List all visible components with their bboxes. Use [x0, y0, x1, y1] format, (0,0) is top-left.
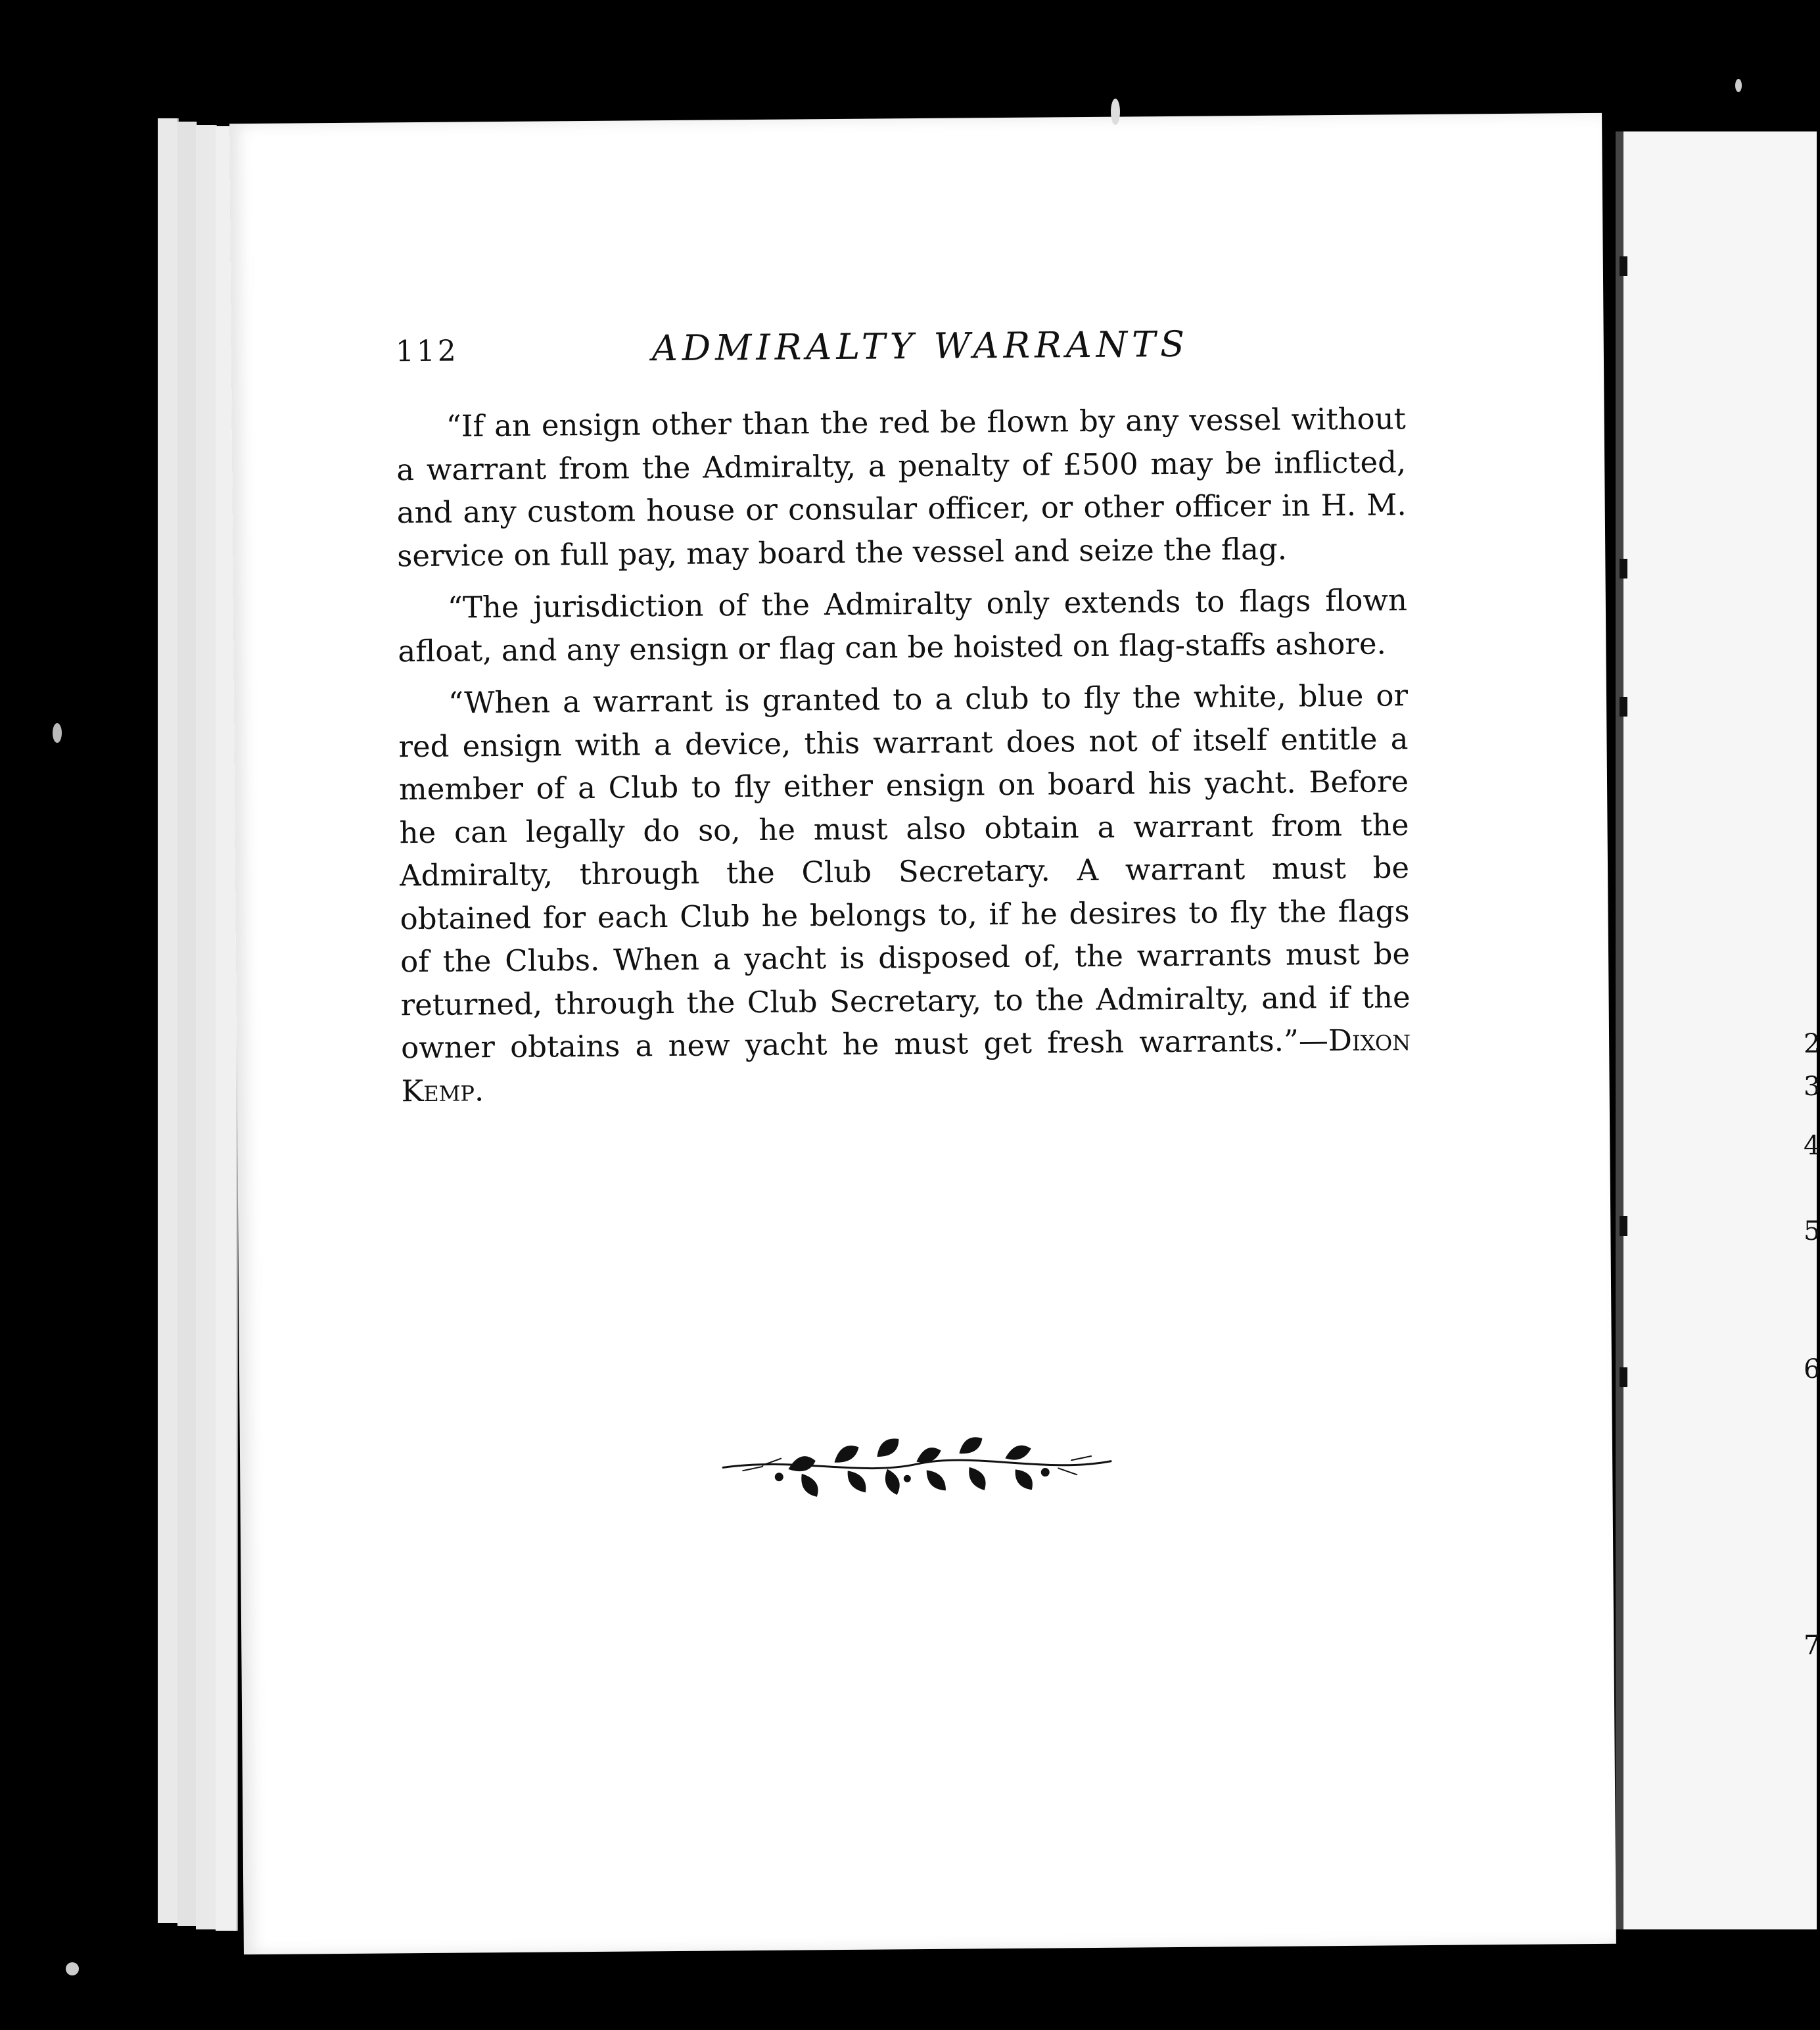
dust-speck: [1735, 79, 1742, 92]
margin-mark: [1620, 697, 1627, 717]
running-head: ADMIRALTY WARRANTS: [651, 323, 1190, 369]
margin-mark: [1620, 1216, 1627, 1236]
facing-page-digit: 7: [1804, 1630, 1820, 1661]
margin-mark: [1620, 559, 1627, 578]
page-edge: [177, 122, 197, 1926]
page-edge: [196, 125, 217, 1929]
paragraph: “If an ensign other than the red be flown by any vessel without a warrant from the Admiralty, a penalty of £500 may be inflicted, and any custom house or consular officer, or other officer in H. M. service on full pay, may board the vessel and seize the flag.: [396, 401, 1407, 573]
paragraph-text: “When a warrant is granted to a club to fly the white, blue or red ensign with a device, this warrant does not of itself entitle a member of a Club to fly either ensign on board his yacht. Before he can legally do so, he must also obtain a warrant from the Admiralty, through the Club Secretary. A warrant must be obtained for each Club he belongs to, if he desires to fly the flags of the Clubs. When a yacht is disposed of, the warrants must be returned, through the Club Secretary, to the Admiralty, and if the owner obtains a new yacht he must get fresh warrants.”—: [398, 678, 1411, 1066]
body-text: [396, 397, 1411, 1121]
dust-speck: [66, 1962, 79, 1975]
paragraph: “The jurisdiction of the Admiralty only extends to flags flown afloat, and any ensign or flag can be hoisted on flag-staffs ashore.: [398, 582, 1408, 669]
page-number: 112: [395, 334, 459, 369]
dust-speck: [1111, 99, 1120, 125]
margin-mark: [1620, 256, 1627, 276]
page-header: [396, 322, 1376, 376]
facing-page-digit: 2: [1804, 1029, 1820, 1059]
facing-page-digit: 3: [1804, 1072, 1820, 1102]
facing-page-digit: 4: [1804, 1131, 1820, 1161]
book-page: [229, 113, 1616, 1954]
facing-page-digit: 5: [1804, 1216, 1820, 1246]
facing-page: [1616, 131, 1820, 1929]
facing-page-digit: 6: [1804, 1354, 1820, 1384]
page-edge: [158, 118, 179, 1923]
attribution: Dixon Kemp.: [401, 1022, 1411, 1108]
margin-mark: [1620, 1367, 1627, 1387]
paragraph: [398, 674, 1411, 1112]
dust-speck: [53, 723, 62, 743]
oak-leaf-sprig-ornament-icon: [716, 1428, 1118, 1504]
